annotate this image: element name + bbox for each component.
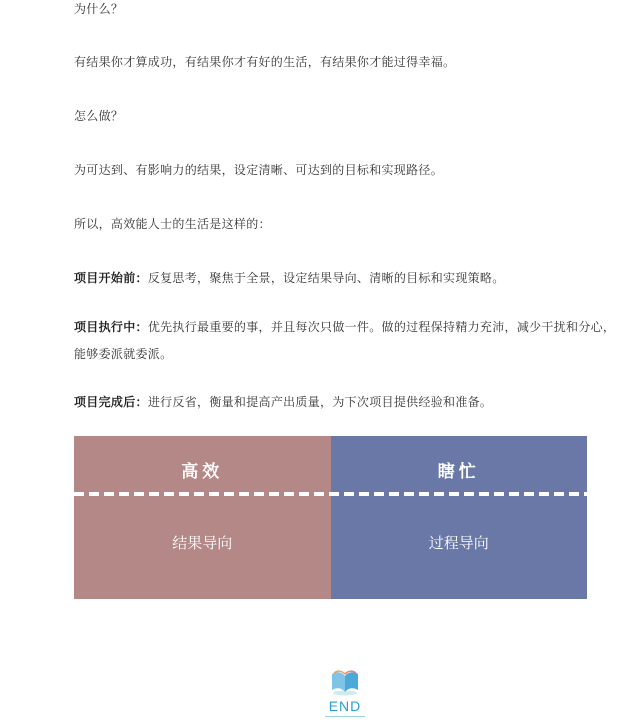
paragraph-label: 项目完成后： (74, 395, 148, 409)
paragraph-text: 所以，高效能人士的生活是这样的： (74, 217, 271, 231)
paragraph-why-answer (74, 49, 620, 76)
paragraph-label: 项目执行中： (74, 320, 148, 334)
comparison-table (74, 436, 587, 599)
comparison-left-column (74, 436, 331, 599)
book-icon (328, 668, 362, 696)
paragraph-text: 为可达到、有影响力的结果，设定清晰、可达到的目标和实现路径。 (74, 163, 444, 177)
comparison-left-body: 结果导向 (172, 534, 233, 552)
paragraph-why (74, 0, 620, 23)
paragraph-how-answer (74, 157, 620, 184)
paragraph-text: 怎么做？ (74, 109, 124, 123)
paragraph-text: 有结果你才算成功，有结果你才有好的生活，有结果你才能过得幸福。 (74, 55, 456, 69)
paragraph-so (74, 211, 620, 238)
paragraph-how (74, 103, 620, 130)
paragraph-text: 进行反省，衡量和提高产出质量，为下次项目提供经验和准备。 (147, 395, 493, 409)
comparison-right-body: 过程导向 (428, 534, 489, 552)
paragraph-label: 项目开始前： (74, 271, 148, 285)
comparison-left-head: 高效 (181, 462, 224, 482)
comparison-right-head: 瞎忙 (437, 462, 480, 482)
comparison-right-column (331, 436, 588, 599)
paragraph-before-project (74, 265, 620, 292)
paragraph-after-project (74, 389, 620, 416)
paragraph-during-project (74, 314, 620, 368)
paragraph-text: 反复思考，聚焦于全景，设定结果导向、清晰的目标和实现策略。 (147, 271, 505, 285)
paragraph-text: 优先执行最重要的事，并且每次只做一件。做的过程保持精力充沛，减少干扰和分心，能够委派就委派。 (74, 320, 616, 361)
paragraph-text: 为什么？ (74, 2, 124, 16)
end-label: END (325, 697, 366, 717)
dashed-divider (74, 492, 587, 496)
end-marker (312, 668, 378, 722)
